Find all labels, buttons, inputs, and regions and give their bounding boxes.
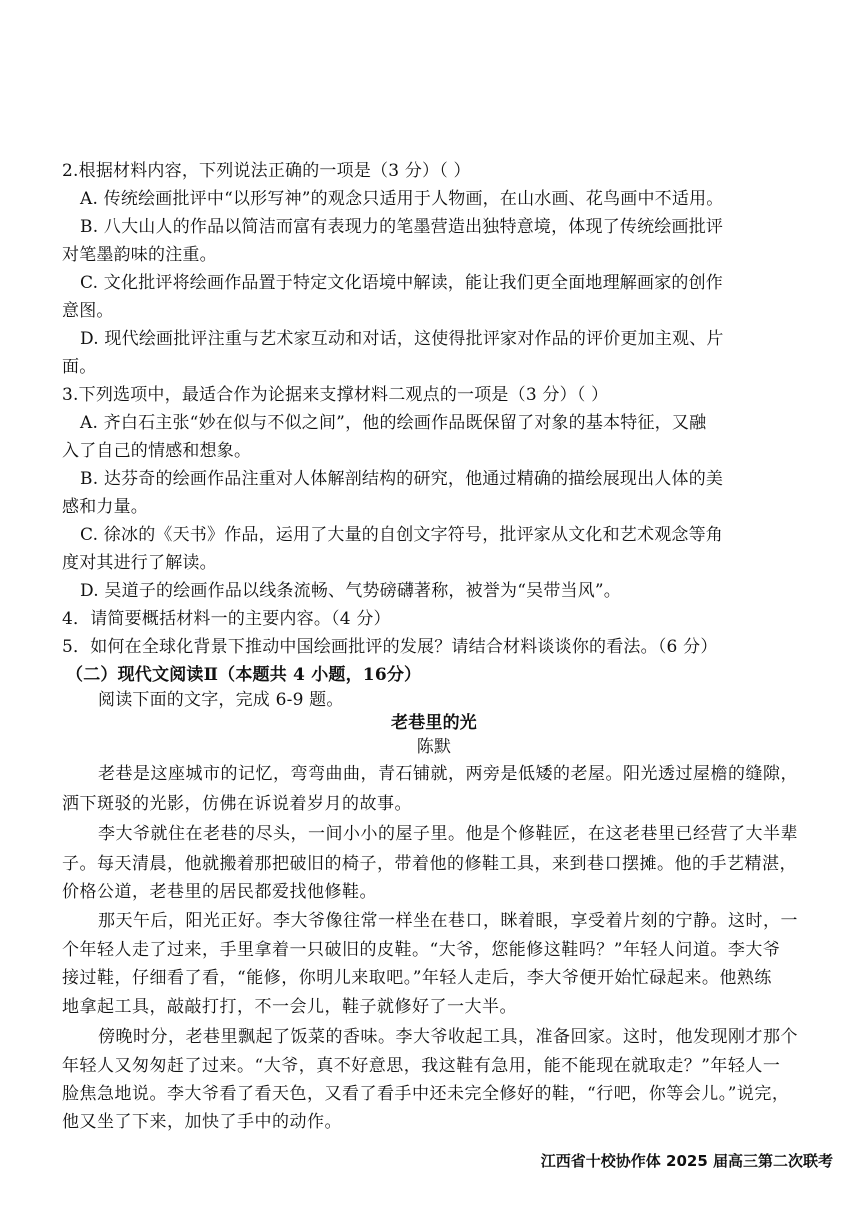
question-2-option-c: C. 文化批评将绘画作品置于特定文化语境中解读，能让我们更全面地理解画家的创作 — [80, 273, 724, 293]
story-paragraph-4-line-2: 年轻人又匆匆赶了过来。“大爷，真不好意思，我这鞋有急用，能不能现在就取走？”年轻人一 — [62, 1056, 781, 1076]
story-paragraph-3-line-4: 地拿起工具，敲敲打打，不一会儿，鞋子就修好了一大半。 — [62, 997, 517, 1017]
story-paragraph-4-line-3: 脸焦急地说。李大爷看了看天色，又看了看手中还未完全修好的鞋，“行吧，你等会儿。”说完， — [62, 1084, 790, 1104]
story-paragraph-1-line-2: 洒下斑驳的光影，仿佛在诉说着岁月的故事。 — [62, 794, 412, 814]
story-title: 老巷里的光 — [391, 713, 477, 733]
story-paragraph-3-line-1: 那天午后，阳光正好。李大爷像往常一样坐在巷口，眯着眼，享受着片刻的宁静。这时，一 — [98, 911, 798, 931]
story-paragraph-2-line-2: 子。每天清晨，他就搬着那把破旧的椅子，带着他的修鞋工具，来到巷口摆摊。他的手艺精湛， — [62, 854, 797, 874]
question-3-stem: 3.下列选项中，最适合作为论据来支撑材料二观点的一项是（3 分）（ ） — [62, 385, 609, 405]
question-5: 5．如何在全球化背景下推动中国绘画批评的发展？请结合材料谈谈你的看法。（6 分） — [62, 637, 718, 657]
story-paragraph-1-line-1: 老巷是这座城市的记忆，弯弯曲曲，青石铺就，两旁是低矮的老屋。阳光透过屋檐的缝隙， — [98, 764, 798, 784]
question-2-option-c-cont: 意图。 — [62, 301, 114, 321]
question-3-option-c: C. 徐冰的《天书》作品，运用了大量的自创文字符号，批评家从文化和艺术观念等角 — [80, 525, 724, 545]
question-4: 4．请简要概括材料一的主要内容。（4 分） — [62, 609, 391, 629]
story-author: 陈默 — [416, 737, 452, 757]
question-2-option-d-cont: 面。 — [62, 357, 97, 377]
question-2-option-b-cont: 对笔墨韵味的注重。 — [62, 245, 217, 265]
question-3-option-c-cont: 度对其进行了解读。 — [62, 553, 217, 573]
page-footer: 江西省十校协作体 2025 届高三第二次联考 — [540, 1152, 833, 1170]
section-instruction: 阅读下面的文字，完成 6-9 题。 — [98, 690, 344, 710]
story-paragraph-2-line-1: 李大爷就住在老巷的尽头，一间小小的屋子里。他是个修鞋匠，在这老巷里已经营了大半辈 — [98, 824, 798, 844]
question-2-stem: 2.根据材料内容，下列说法正确的一项是（3 分）（ ） — [62, 161, 471, 181]
question-3-option-a: A. 齐白石主张“妙在似与不似之间”，他的绘画作品既保留了对象的基本特征，又融 — [80, 413, 707, 433]
question-3-option-d: D. 吴道子的绘画作品以线条流畅、气势磅礴著称，被誉为“吴带当风”。 — [80, 581, 622, 601]
section-heading: （二）现代文阅读Ⅱ（本题共 4 小题，16分） — [66, 665, 422, 685]
story-paragraph-4-line-1: 傍晚时分，老巷里飘起了饭菜的香味。李大爷收起工具，准备回家。这时，他发现刚才那个 — [98, 1027, 798, 1047]
question-3-option-b: B. 达芬奇的绘画作品注重对人体解剖结构的研究，他通过精确的描绘展现出人体的美 — [80, 469, 724, 489]
story-paragraph-4-line-4: 他又坐了下来，加快了手中的动作。 — [62, 1112, 342, 1132]
question-3-option-a-cont: 入了自己的情感和想象。 — [62, 441, 252, 461]
question-3-option-b-cont: 感和力量。 — [62, 497, 148, 517]
question-2-option-b: B. 八大山人的作品以简洁而富有表现力的笔墨营造出独特意境，体现了传统绘画批评 — [80, 217, 724, 237]
story-paragraph-2-line-3: 价格公道，老巷里的居民都爱找他修鞋。 — [62, 882, 377, 902]
question-2-option-d: D. 现代绘画批评注重与艺术家互动和对话，这使得批评家对作品的评价更加主观、片 — [80, 329, 724, 349]
question-2-option-a: A. 传统绘画批评中“以形写神”的观念只适用于人物画，在山水画、花鸟画中不适用。 — [80, 189, 724, 209]
story-paragraph-3-line-2: 个年轻人走了过来，手里拿着一只破旧的皮鞋。“大爷，您能修这鞋吗？”年轻人问道。李大爷 — [62, 940, 781, 960]
story-paragraph-3-line-3: 接过鞋，仔细看了看，“能修，你明儿来取吧。”年轻人走后，李大爷便开始忙碌起来。他熟练 — [62, 968, 772, 988]
